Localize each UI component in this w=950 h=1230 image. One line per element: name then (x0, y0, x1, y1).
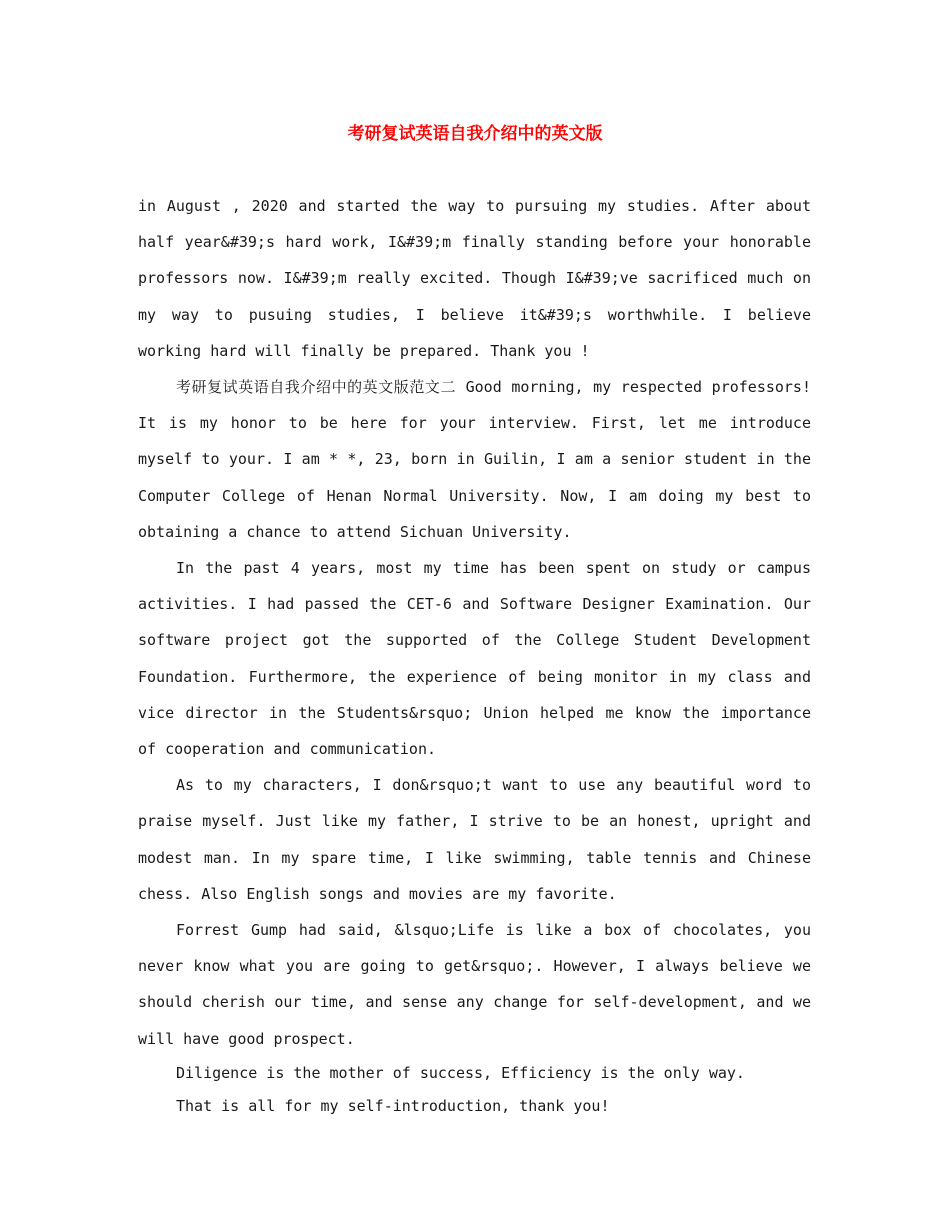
paragraph-1: in August , 2020 and started the way to pursuing my studies. After about half year&#39;s hard work, I&#39;m finally standing before your honorable professors now. I&#39;m really excited. Though I&#39;ve sacrificed much on my way to pusuing studies, I believe it&#39;s worthwhile. I believe working hard will finally be prepared. Thank you ! (138, 197, 811, 360)
paragraph-5: Forrest Gump had said, &lsquo;Life is like a box of chocolates, you never know what you are going to get&rsquo;. However, I always believe we should cherish our time, and sense any change for self-development, and we will have good prospect. (138, 921, 811, 1048)
document-body (138, 188, 811, 1124)
paragraph-6: Diligence is the mother of success, Efficiency is the only way. (176, 1063, 745, 1082)
paragraph-4: As to my characters, I don&rsquo;t want to use any beautiful word to praise myself. Just like my father, I strive to be an honest, upright and modest man. In my spare time, I like swimming, table tennis and Chinese chess. Also English songs and movies are my favorite. (138, 776, 811, 903)
paragraph-3: In the past 4 years, most my time has been spent on study or campus activities. I had passed the CET-6 and Software Designer Examination. Our software project got the supported of the College Student Development Foundation. Furthermore, the experience of being monitor in my class and vice director in the Students&rsquo; Union helped me know the importance of cooperation and communication. (138, 559, 811, 759)
paragraph-2: 考研复试英语自我介绍中的英文版范文二 Good morning, my respected professors! It is my honor to be here for your interview. First, let me introduce myself to your. I am * *, 23, born in Guilin, I am a senior student in the Computer College of Henan Normal University. Now, I am doing my best to obtaining a chance to attend Sichuan University. (138, 378, 811, 541)
paragraph-7: That is all for my self-introduction, thank you! (176, 1097, 610, 1116)
document-title: 考研复试英语自我介绍中的英文版 (347, 124, 603, 144)
